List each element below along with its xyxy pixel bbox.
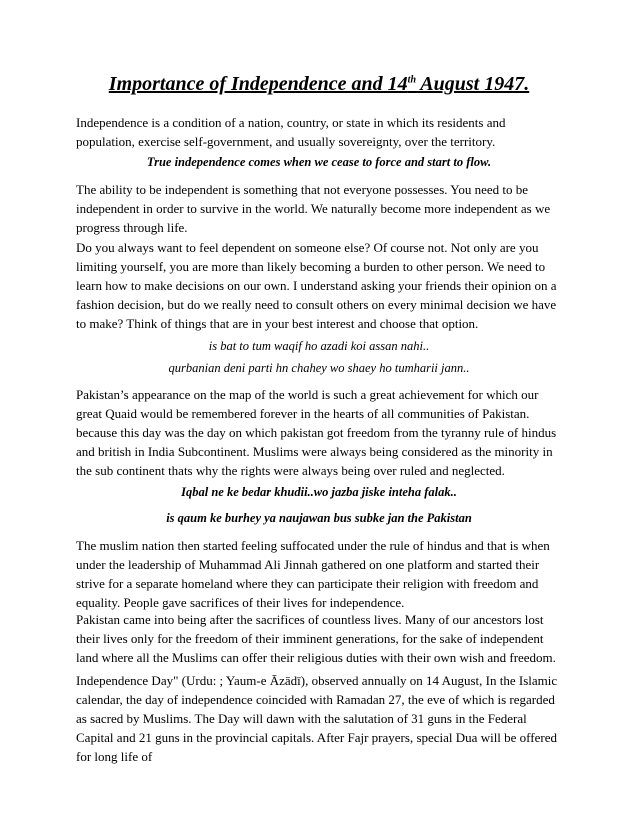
paragraph-ability: The ability to be independent is something that not everyone possesses. You need to be independent in order to survive in the world. We naturally become more independent as we progress through life.: [76, 182, 551, 235]
quote-independence: True independence comes when we cease to force and start to flow.: [146, 155, 492, 169]
verse-2-line-2: is qaum ke burhey ya naujawan bus subke jan the Pakistan: [166, 511, 472, 525]
paragraph-dependence: Do you always want to feel dependent on someone else? Of course not. Not only are you limiting yourself, you are more than likely becoming a burden to other person. We need to learn how to make decisions on our own. I understand asking your friends their opinion on a fashion decision, but do we really need to consult others on every minimal decision we have to make? Think of things that are in your best interest and choose that option.: [76, 240, 557, 331]
verse-1-line-2: qurbanian deni parti hn chahey wo shaey ho tumharii jann..: [168, 361, 470, 375]
title-text-end: August 1947.: [416, 73, 530, 95]
title-superscript: th: [407, 74, 417, 86]
title-text: Importance of Independence and 14: [108, 73, 408, 95]
paragraph-muslim-nation: The muslim nation then started feeling suffocated under the rule of hindus and that is when under the leadership of Muhammad Ali Jinnah gathered on one platform and started their strive for a separate homeland where they can participate their religion with freedom and equality. People gave sacrifices of their lives for independence.: [76, 538, 550, 610]
intro-paragraph: Independence is a condition of a nation, country, or state in which its residents and population, exercise self-government, and usually sovereignty, over the territory.: [76, 115, 506, 149]
paragraph-sacrifices: Pakistan came into being after the sacrifices of countless lives. Many of our ancestors lost their lives only for the freedom of their imminent generations, for the sake of independent land where all the Muslims can offer their religious duties with their own wish and freedom.: [76, 612, 556, 665]
verse-1-line-1: is bat to tum waqif ho azadi koi assan nahi..: [208, 339, 430, 353]
document-title: [0, 72, 638, 96]
verse-2-line-1: Iqbal ne ke bedar khudii..wo jazba jiske inteha falak..: [181, 485, 457, 499]
paragraph-independence-day: Independence Day" (Urdu: ; Yaum-e Āzādī), observed annually on 14 August, In the Islamic calendar, the day of independence coincided with Ramadan 27, the eve of which is regarded as sacred by Muslims. The Day will dawn with the salutation of 31 guns in the Federal Capital and 21 guns in the provincial capitals. After Fajr prayers, special Dua will be offered for long life of: [76, 673, 558, 764]
paragraph-pakistan-appearance: Pakistan’s appearance on the map of the world is such a great achievement for which our great Quaid would be remembered forever in the hearts of all communities of Pakistan. because this day was the day on which pakistan got freedom from the tyranny rule of hindus and british in India Subcontinent. Muslims were always being considered as the minority in the sub continent thats why the rights were always being over ruled and neglected.: [76, 387, 557, 478]
